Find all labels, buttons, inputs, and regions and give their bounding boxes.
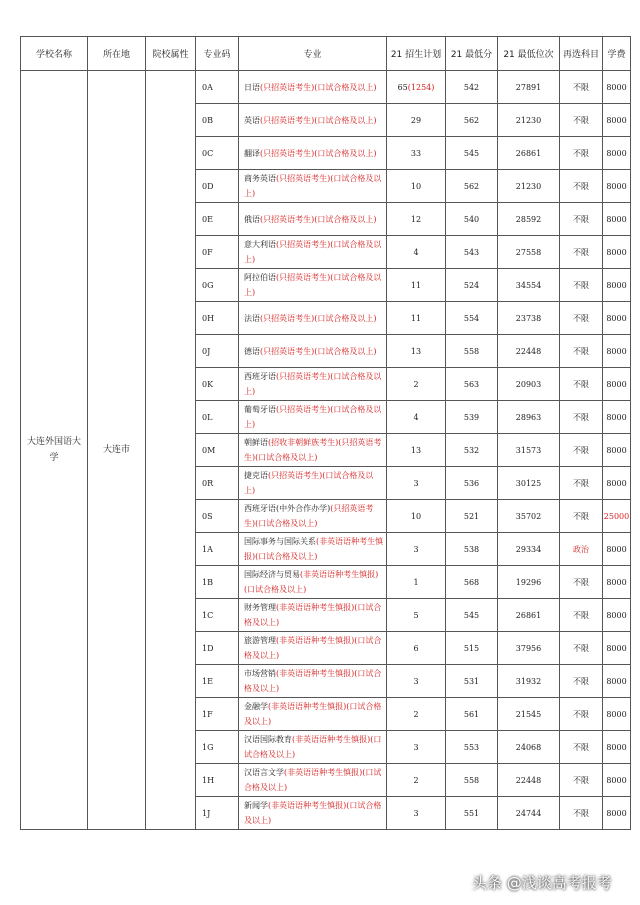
major-name: 商务英语: [244, 174, 276, 183]
major-name: 葡萄牙语: [244, 405, 276, 414]
major-name: 新闻学: [244, 801, 268, 810]
major-note: (非英语语种考生慎报): [268, 702, 347, 711]
major-cell: [239, 533, 387, 566]
major-extra: (口试合格及以上): [244, 273, 382, 297]
major-cell: [239, 665, 387, 698]
reselect-cell: 政治: [560, 533, 603, 566]
major-name: 日语: [244, 82, 260, 92]
major-extra: (口试合格及以上): [244, 405, 382, 429]
major-extra: (口试合格及以上): [314, 346, 377, 356]
major-note: (只招英语考生): [276, 372, 331, 381]
major-cell: [239, 368, 387, 401]
plan-cell: [387, 269, 446, 302]
min-rank-cell: 30125: [498, 467, 560, 500]
plan-cell: [387, 566, 446, 599]
plan-cell: [387, 764, 446, 797]
major-note: (只招英语考生): [268, 471, 323, 480]
location-cell: 大连市: [88, 71, 146, 830]
major-extra: (口试合格及以上): [244, 801, 382, 825]
plan-count: 2: [413, 709, 419, 719]
plan-count: 33: [410, 148, 422, 158]
min-score-cell: 568: [446, 566, 498, 599]
header-location: 所在地: [88, 37, 146, 71]
plan-cell: [387, 368, 446, 401]
major-code-cell: 0D: [196, 170, 239, 203]
major-note: (只招英语考生): [276, 174, 331, 183]
plan-cell: [387, 434, 446, 467]
major-cell: [239, 137, 387, 170]
major-cell: [239, 566, 387, 599]
reselect-cell: 不限: [560, 302, 603, 335]
plan-cell: [387, 599, 446, 632]
major-code-cell: 0R: [196, 467, 239, 500]
min-score-cell: 542: [446, 71, 498, 104]
major-code-cell: 1H: [196, 764, 239, 797]
fee-cell: 25000: [603, 500, 631, 533]
plan-count: 3: [413, 544, 419, 554]
min-score-cell: 543: [446, 236, 498, 269]
major-code-cell: 0L: [196, 401, 239, 434]
major-code-cell: 1G: [196, 731, 239, 764]
reselect-cell: 不限: [560, 599, 603, 632]
major-note: (只招英语考生): [260, 82, 315, 92]
min-rank-cell: 37956: [498, 632, 560, 665]
reselect-cell: 不限: [560, 203, 603, 236]
plan-cell: [387, 698, 446, 731]
min-score-cell: 515: [446, 632, 498, 665]
header-school: 学校名称: [21, 37, 88, 71]
plan-count: 2: [413, 775, 419, 785]
header-major: 专业: [239, 37, 387, 71]
min-score-cell: 554: [446, 302, 498, 335]
major-name: 英语: [244, 115, 260, 125]
plan-count: 4: [413, 247, 419, 257]
fee-cell: 8000: [603, 335, 631, 368]
major-code-cell: 0E: [196, 203, 239, 236]
min-score-cell: 562: [446, 104, 498, 137]
school-name-cell: 大连外国语大学: [21, 71, 88, 830]
min-rank-cell: 23738: [498, 302, 560, 335]
major-name: 阿拉伯语: [244, 273, 276, 282]
min-score-cell: 558: [446, 335, 498, 368]
fee-cell: 8000: [603, 236, 631, 269]
min-score-cell: 545: [446, 137, 498, 170]
min-rank-cell: 20903: [498, 368, 560, 401]
major-name: 国际经济与贸易: [244, 570, 300, 579]
major-note: (只招英语考生): [276, 405, 331, 414]
major-cell: [239, 401, 387, 434]
major-code-cell: 0M: [196, 434, 239, 467]
fee-cell: 8000: [603, 599, 631, 632]
min-rank-cell: 26861: [498, 137, 560, 170]
major-cell: [239, 71, 387, 104]
major-cell: [239, 467, 387, 500]
plan-cell: [387, 104, 446, 137]
min-rank-cell: 22448: [498, 335, 560, 368]
major-extra: (口试合格及以上): [244, 636, 382, 660]
reselect-cell: 不限: [560, 797, 603, 830]
plan-cell: [387, 401, 446, 434]
plan-cell: [387, 137, 446, 170]
attribute-cell: [146, 71, 196, 830]
major-name: 旅游管理: [244, 636, 276, 645]
major-extra: (口试合格及以上): [255, 519, 318, 528]
admission-sheet: [20, 36, 631, 830]
plan-count: 6: [413, 643, 419, 653]
major-cell: [239, 500, 387, 533]
major-note: (非英语语种考生慎报): [268, 801, 347, 810]
fee-cell: 8000: [603, 764, 631, 797]
plan-count: 11: [410, 313, 422, 323]
min-score-cell: 524: [446, 269, 498, 302]
fee-cell: 8000: [603, 731, 631, 764]
min-score-cell: 521: [446, 500, 498, 533]
min-rank-cell: 28963: [498, 401, 560, 434]
fee-cell: 8000: [603, 302, 631, 335]
plan-cell: [387, 500, 446, 533]
major-extra: (口试合格及以上): [244, 603, 382, 627]
fee-cell: 8000: [603, 566, 631, 599]
major-name: 德语: [244, 346, 260, 356]
major-code-cell: 1C: [196, 599, 239, 632]
plan-cell: [387, 71, 446, 104]
major-name: 意大利语: [244, 240, 276, 249]
major-note: (招收非朝鲜族考生)(只招英语考生): [244, 438, 382, 462]
major-note: (非英语语种考生慎报): [276, 669, 355, 678]
reselect-cell: 不限: [560, 698, 603, 731]
min-rank-cell: 31573: [498, 434, 560, 467]
min-rank-cell: 26861: [498, 599, 560, 632]
min-rank-cell: 24744: [498, 797, 560, 830]
reselect-cell: 不限: [560, 467, 603, 500]
major-code-cell: 1F: [196, 698, 239, 731]
major-name: 国际事务与国际关系: [244, 537, 316, 546]
plan-extra: (1254): [407, 82, 435, 92]
min-score-cell: 561: [446, 698, 498, 731]
reselect-cell: 不限: [560, 731, 603, 764]
fee-cell: 8000: [603, 698, 631, 731]
fee-cell: 8000: [603, 170, 631, 203]
min-rank-cell: 27558: [498, 236, 560, 269]
major-note: (非英语语种考生慎报): [244, 537, 384, 561]
major-name: 法语: [244, 313, 260, 323]
major-code-cell: 1E: [196, 665, 239, 698]
min-score-cell: 539: [446, 401, 498, 434]
plan-cell: [387, 170, 446, 203]
min-score-cell: 563: [446, 368, 498, 401]
major-extra: (口试合格及以上): [255, 552, 318, 561]
plan-count: 13: [410, 445, 422, 455]
plan-cell: [387, 467, 446, 500]
min-score-cell: 562: [446, 170, 498, 203]
min-score-cell: 531: [446, 665, 498, 698]
plan-count: 3: [413, 742, 419, 752]
major-note: (只招英语考生): [260, 346, 315, 356]
major-code-cell: 0A: [196, 71, 239, 104]
header-fee: 学费: [603, 37, 631, 71]
reselect-cell: 不限: [560, 137, 603, 170]
min-rank-cell: 21545: [498, 698, 560, 731]
header-attribute: 院校属性: [146, 37, 196, 71]
major-extra: (口试合格及以上): [244, 585, 307, 594]
major-name: 俄语: [244, 214, 260, 224]
major-note: (只招英语考生): [260, 313, 315, 323]
min-rank-cell: 29334: [498, 533, 560, 566]
fee-cell: 8000: [603, 368, 631, 401]
major-extra: (口试合格及以上): [314, 313, 377, 323]
min-rank-cell: 24068: [498, 731, 560, 764]
major-note: (只招英语考生): [244, 504, 374, 528]
major-extra: (口试合格及以上): [314, 148, 377, 158]
major-note: (只招英语考生): [260, 115, 315, 125]
major-note: (非英语语种考生慎报): [292, 735, 371, 744]
min-rank-cell: 19296: [498, 566, 560, 599]
plan-count: 3: [413, 808, 419, 818]
min-rank-cell: 27891: [498, 71, 560, 104]
table-body: [21, 71, 631, 830]
major-extra: (口试合格及以上): [244, 471, 374, 495]
major-extra: (口试合格及以上): [244, 702, 382, 726]
major-note: (非英语语种考生慎报): [276, 603, 355, 612]
major-cell: [239, 731, 387, 764]
major-cell: [239, 269, 387, 302]
major-code-cell: 1D: [196, 632, 239, 665]
major-note: (非英语语种考生慎报): [276, 636, 355, 645]
reselect-cell: 不限: [560, 434, 603, 467]
major-cell: [239, 104, 387, 137]
table-row: [21, 71, 631, 104]
major-code-cell: 0F: [196, 236, 239, 269]
major-cell: [239, 302, 387, 335]
major-code-cell: 0G: [196, 269, 239, 302]
major-code-cell: 0S: [196, 500, 239, 533]
plan-count: 1: [413, 577, 419, 587]
plan-cell: [387, 203, 446, 236]
major-code-cell: 0H: [196, 302, 239, 335]
min-rank-cell: 31932: [498, 665, 560, 698]
major-code-cell: 1J: [196, 797, 239, 830]
major-name: 西班牙语: [244, 372, 276, 381]
plan-count: 29: [410, 115, 422, 125]
major-cell: [239, 797, 387, 830]
fee-cell: 8000: [603, 533, 631, 566]
reselect-cell: 不限: [560, 104, 603, 137]
reselect-cell: 不限: [560, 665, 603, 698]
fee-cell: 8000: [603, 797, 631, 830]
reselect-cell: 不限: [560, 566, 603, 599]
major-name: 翻译: [244, 148, 260, 158]
plan-count: 10: [410, 511, 422, 521]
major-code-cell: 1A: [196, 533, 239, 566]
header-code: 专业码: [196, 37, 239, 71]
min-rank-cell: 22448: [498, 764, 560, 797]
min-rank-cell: 28592: [498, 203, 560, 236]
min-score-cell: 532: [446, 434, 498, 467]
major-cell: [239, 632, 387, 665]
plan-cell: [387, 632, 446, 665]
min-rank-cell: 21230: [498, 104, 560, 137]
plan-count: 5: [413, 610, 419, 620]
min-score-cell: 551: [446, 797, 498, 830]
major-name: 市场营销: [244, 669, 276, 678]
plan-cell: [387, 302, 446, 335]
major-cell: [239, 698, 387, 731]
header-min-score: 21 最低分: [446, 37, 498, 71]
plan-cell: [387, 665, 446, 698]
major-code-cell: 0K: [196, 368, 239, 401]
admission-table: [20, 36, 631, 830]
fee-cell: 8000: [603, 401, 631, 434]
major-extra: (口试合格及以上): [244, 240, 382, 264]
reselect-cell: 不限: [560, 71, 603, 104]
major-name: 金融学: [244, 702, 268, 711]
fee-cell: 8000: [603, 467, 631, 500]
plan-count: 4: [413, 412, 419, 422]
header-plan: 21 招生计划: [387, 37, 446, 71]
major-note: (只招英语考生): [260, 214, 315, 224]
major-code-cell: 0J: [196, 335, 239, 368]
plan-count: 10: [410, 181, 422, 191]
major-cell: [239, 236, 387, 269]
major-extra: (口试合格及以上): [244, 669, 382, 693]
major-name: 汉语言文学: [244, 768, 284, 777]
min-score-cell: 538: [446, 533, 498, 566]
fee-cell: 8000: [603, 104, 631, 137]
header-reselect: 再选科目: [560, 37, 603, 71]
major-extra: (口试合格及以上): [255, 453, 318, 462]
major-name: 汉语国际教育: [244, 735, 292, 744]
major-extra: (口试合格及以上): [244, 372, 382, 396]
major-extra: (口试合格及以上): [314, 82, 377, 92]
header-row: [21, 37, 631, 71]
major-extra: (口试合格及以上): [244, 768, 382, 792]
major-code-cell: 1B: [196, 566, 239, 599]
reselect-cell: 不限: [560, 335, 603, 368]
plan-count: 2: [413, 379, 419, 389]
plan-count: 12: [410, 214, 422, 224]
major-extra: (口试合格及以上): [314, 115, 377, 125]
plan-count: 11: [410, 280, 422, 290]
plan-cell: [387, 731, 446, 764]
plan-cell: [387, 797, 446, 830]
reselect-cell: 不限: [560, 368, 603, 401]
plan-count: 3: [413, 676, 419, 686]
major-code-cell: 0C: [196, 137, 239, 170]
min-score-cell: 536: [446, 467, 498, 500]
major-note: (只招英语考生): [276, 240, 331, 249]
major-name: 财务管理: [244, 603, 276, 612]
major-extra: (口试合格及以上): [244, 735, 382, 759]
reselect-cell: 不限: [560, 269, 603, 302]
reselect-cell: 不限: [560, 500, 603, 533]
fee-cell: 8000: [603, 665, 631, 698]
reselect-cell: 不限: [560, 764, 603, 797]
reselect-cell: 不限: [560, 401, 603, 434]
plan-count: 65: [397, 82, 408, 92]
major-cell: [239, 764, 387, 797]
major-note: (非英语语种考生慎报): [300, 570, 379, 579]
fee-cell: 8000: [603, 434, 631, 467]
plan-count: 13: [410, 346, 422, 356]
major-name: 捷克语: [244, 471, 268, 480]
min-rank-cell: 35702: [498, 500, 560, 533]
major-note: (只招英语考生): [276, 273, 331, 282]
reselect-cell: 不限: [560, 170, 603, 203]
fee-cell: 8000: [603, 632, 631, 665]
min-score-cell: 558: [446, 764, 498, 797]
major-cell: [239, 203, 387, 236]
min-rank-cell: 34554: [498, 269, 560, 302]
plan-cell: [387, 236, 446, 269]
watermark: 头条 @浅谈高考报考: [472, 874, 612, 892]
major-cell: [239, 434, 387, 467]
major-cell: [239, 335, 387, 368]
major-cell: [239, 170, 387, 203]
fee-cell: 8000: [603, 203, 631, 236]
major-extra: (口试合格及以上): [244, 174, 382, 198]
major-cell: [239, 599, 387, 632]
major-name: 西班牙语(中外合作办学): [244, 504, 331, 513]
major-note: (只招英语考生): [260, 148, 315, 158]
plan-cell: [387, 335, 446, 368]
major-name: 朝鲜语: [244, 438, 268, 447]
fee-cell: 8000: [603, 269, 631, 302]
plan-count: 3: [413, 478, 419, 488]
reselect-cell: 不限: [560, 236, 603, 269]
min-score-cell: 545: [446, 599, 498, 632]
min-score-cell: 553: [446, 731, 498, 764]
header-min-rank: 21 最低位次: [498, 37, 560, 71]
min-rank-cell: 21230: [498, 170, 560, 203]
fee-cell: 8000: [603, 71, 631, 104]
major-code-cell: 0B: [196, 104, 239, 137]
major-extra: (口试合格及以上): [314, 214, 377, 224]
major-note: (非英语语种考生慎报): [284, 768, 363, 777]
fee-cell: 8000: [603, 137, 631, 170]
reselect-cell: 不限: [560, 632, 603, 665]
min-score-cell: 540: [446, 203, 498, 236]
plan-cell: [387, 533, 446, 566]
